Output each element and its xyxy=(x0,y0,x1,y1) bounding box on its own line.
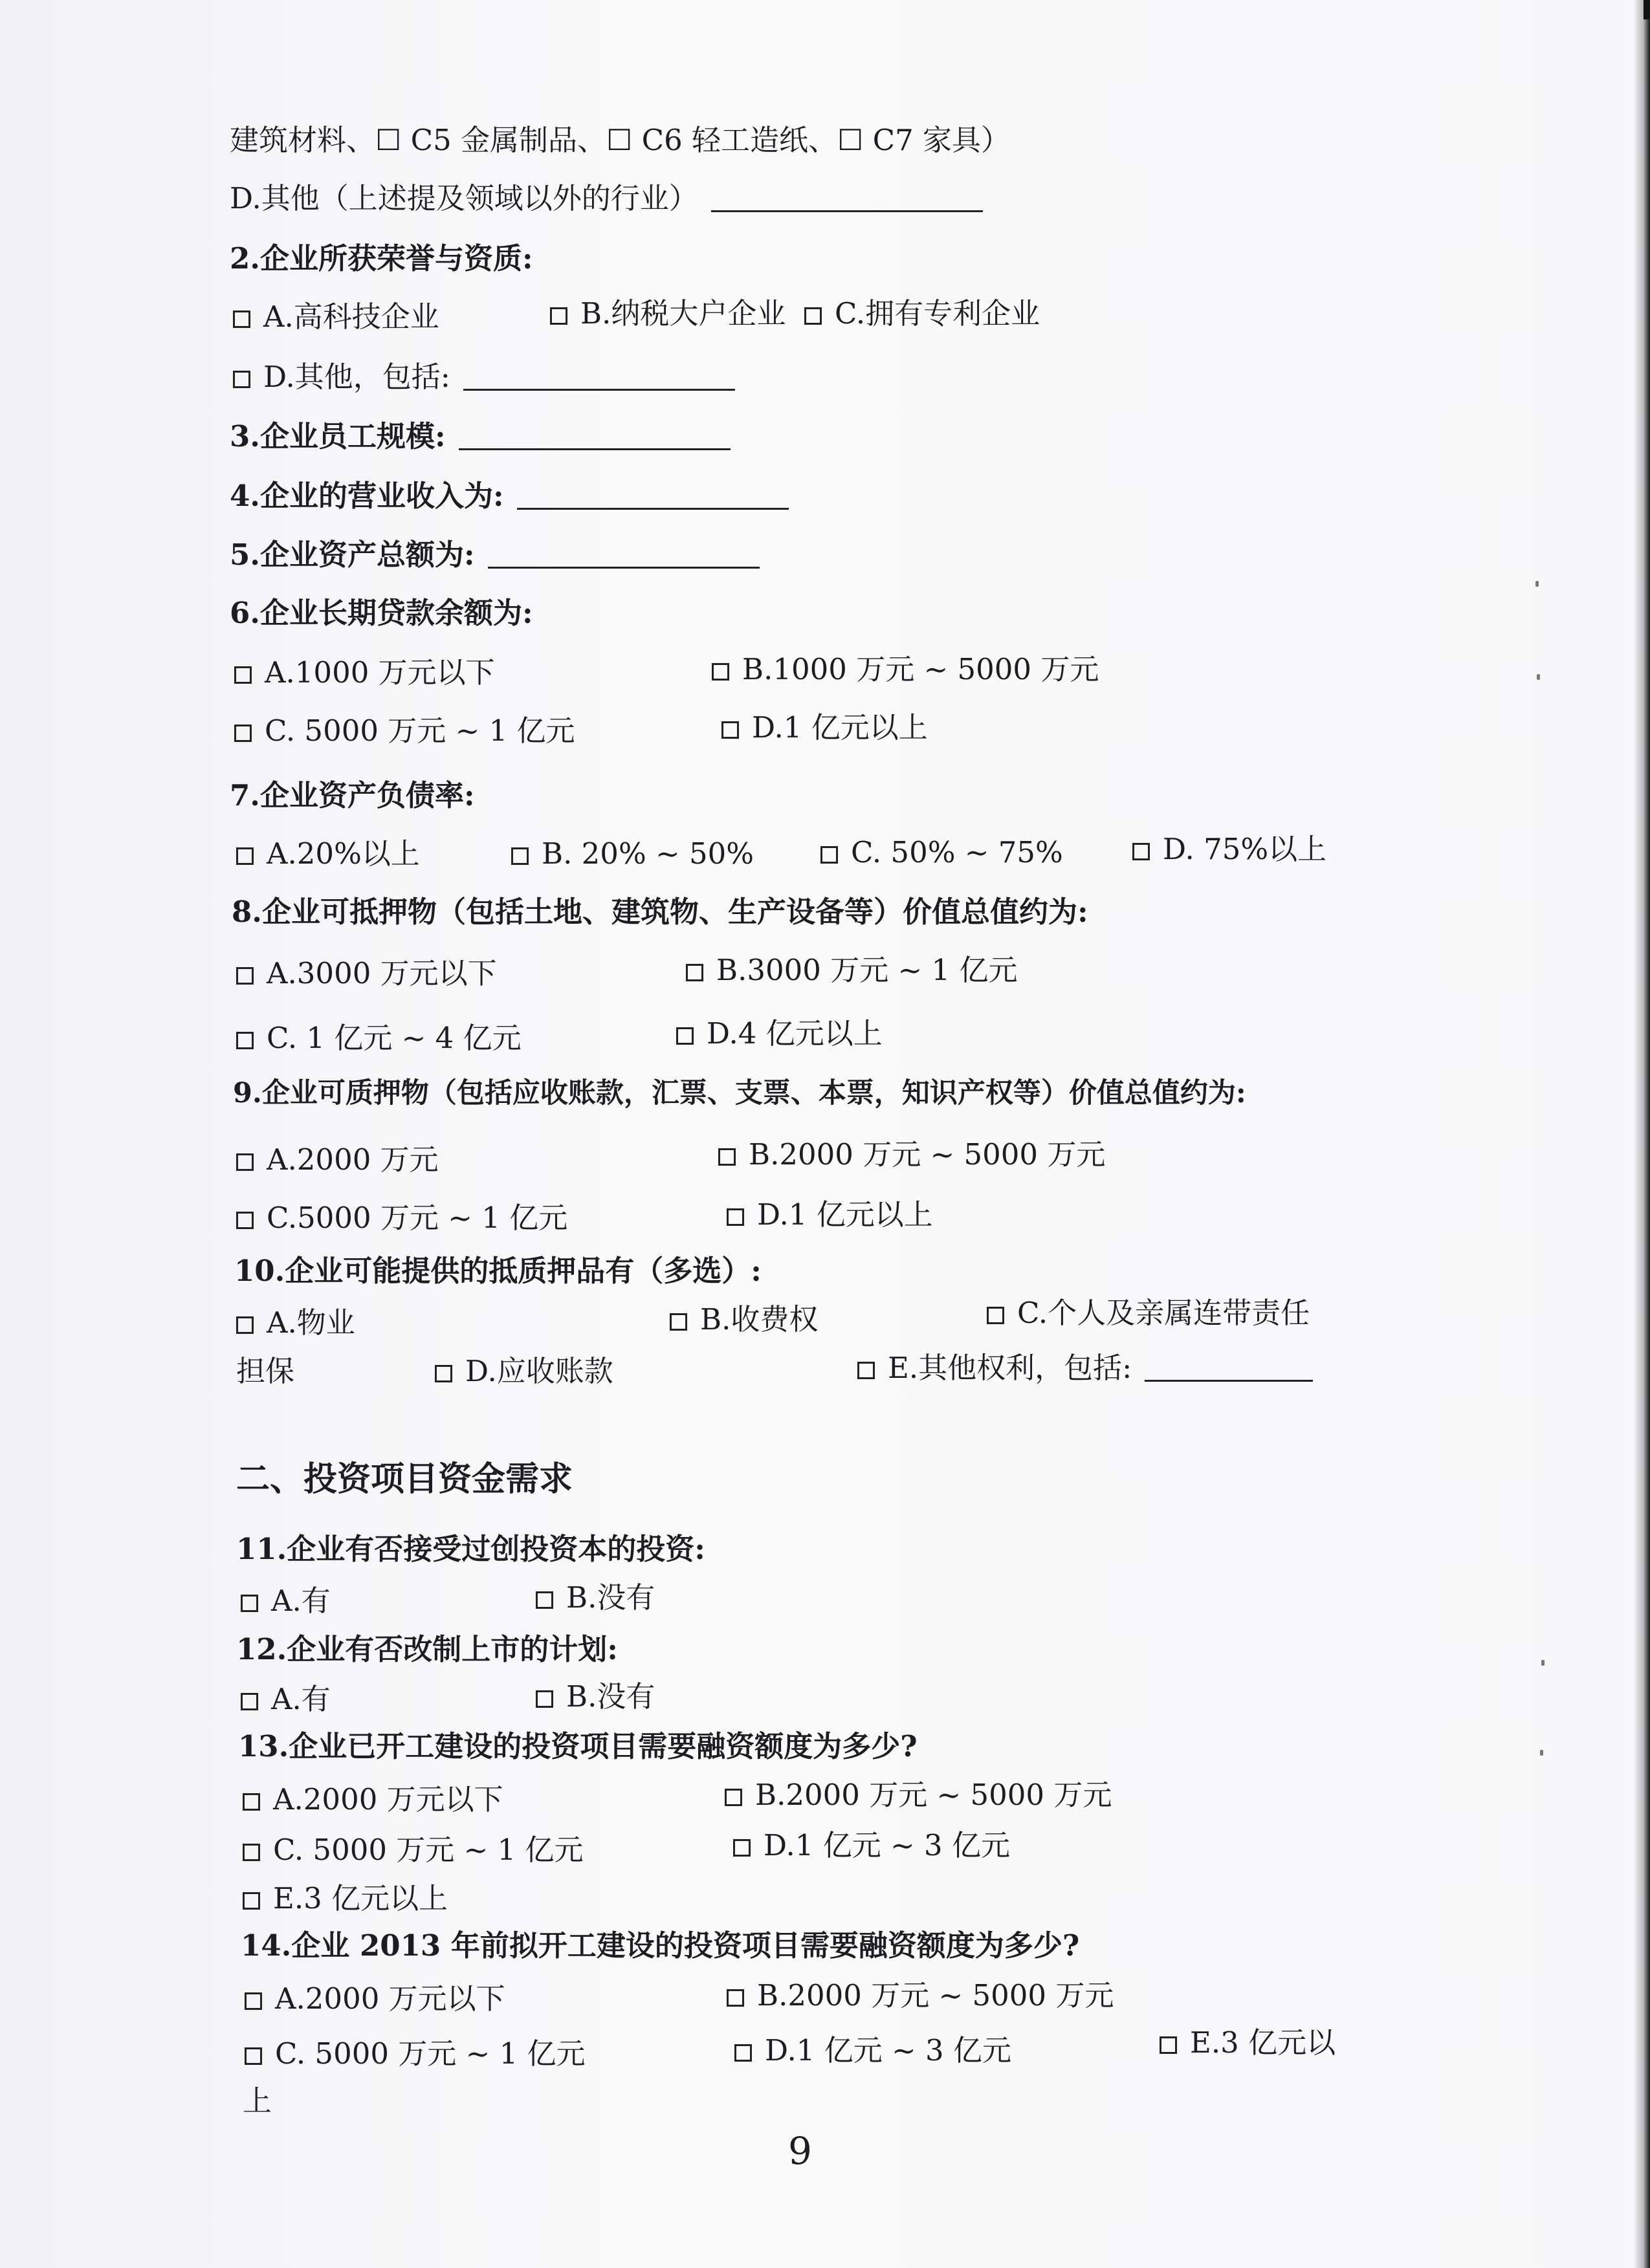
q2-option-b-label: B.纳税大户企业 xyxy=(580,296,786,331)
q6-option-d[interactable] xyxy=(721,708,928,747)
q2-option-d[interactable] xyxy=(233,358,735,397)
checkbox[interactable] xyxy=(712,663,729,681)
q6-option-b[interactable] xyxy=(712,650,1099,689)
other-industry-line xyxy=(230,179,983,218)
checkbox[interactable] xyxy=(233,371,250,388)
q14-option-a-label: A.2000 万元以下 xyxy=(275,1981,505,2016)
q6-option-b-label: B.1000 万元 ~ 5000 万元 xyxy=(742,652,1099,686)
q2-option-c-label: C.拥有专利企业 xyxy=(835,296,1040,331)
q7-option-d[interactable] xyxy=(1132,830,1326,869)
q7-option-b-label: B. 20% ~ 50% xyxy=(542,836,754,871)
q10-option-b-label: B.收费权 xyxy=(700,1302,819,1336)
q14-option-b[interactable] xyxy=(727,1976,1114,2015)
q7-option-b[interactable] xyxy=(511,834,754,873)
q10-option-d[interactable] xyxy=(435,1352,613,1391)
checkbox[interactable] xyxy=(241,1693,258,1710)
q10-option-b[interactable] xyxy=(670,1300,818,1339)
scan-speck xyxy=(1537,674,1540,680)
q14-option-d-label: D.1 亿元 ~ 3 亿元 xyxy=(765,2033,1011,2067)
question-2-title: 2.企业所获荣誉与资质: xyxy=(230,241,533,276)
q4-blank[interactable] xyxy=(517,485,789,510)
q14-option-a[interactable] xyxy=(245,1979,505,2018)
q14-option-e-label: E.3 亿元以 xyxy=(1190,2025,1336,2060)
section-2-heading: 二、投资项目资金需求 xyxy=(236,1460,573,1499)
q9-option-b[interactable] xyxy=(718,1135,1105,1174)
q8-option-c-label: C. 1 亿元 ~ 4 亿元 xyxy=(267,1021,522,1055)
q13-option-a-label: A.2000 万元以下 xyxy=(273,1782,503,1816)
q2-option-c[interactable] xyxy=(804,294,1040,333)
q14-option-c-label: C. 5000 万元 ~ 1 亿元 xyxy=(275,2036,586,2071)
q8-option-a[interactable] xyxy=(236,954,497,993)
checkbox[interactable] xyxy=(233,311,250,328)
checkbox[interactable] xyxy=(236,1032,254,1049)
q10-option-c-label: C.个人及亲属连带责任 xyxy=(1017,1296,1310,1330)
scan-speck xyxy=(1540,1750,1543,1756)
q10-option-d-label: D.应收账款 xyxy=(465,1354,613,1388)
checkbox[interactable] xyxy=(234,666,252,684)
checkbox[interactable] xyxy=(243,1892,260,1910)
question-9-title: 9.企业可质押物（包括应收账款，汇票、支票、本票，知识产权等）价值总值约为: xyxy=(233,1077,1246,1109)
checkbox[interactable] xyxy=(236,1153,254,1171)
checkbox[interactable] xyxy=(670,1313,687,1331)
question-3-title: 3.企业员工规模: xyxy=(230,419,446,453)
checkbox[interactable] xyxy=(243,1844,260,1861)
checkbox[interactable] xyxy=(734,2044,752,2062)
q2-option-a[interactable] xyxy=(233,298,439,336)
q8-option-d[interactable] xyxy=(676,1014,883,1053)
q10-option-c-continued: 担保 xyxy=(236,1354,295,1388)
question-14-title: 14.企业 2013 年前拟开工建设的投资项目需要融资额度为多少? xyxy=(241,1928,1080,1963)
q13-option-c-label: C. 5000 万元 ~ 1 亿元 xyxy=(273,1833,584,1867)
industry-list-continued: 建筑材料、☐ C5 金属制品、☐ C6 轻工造纸、☐ C7 家具） xyxy=(230,123,1011,157)
q13-option-b[interactable] xyxy=(725,1776,1112,1815)
checkbox[interactable] xyxy=(1132,843,1150,860)
q13-option-e[interactable] xyxy=(243,1879,448,1918)
q9-option-a[interactable] xyxy=(236,1140,439,1179)
checkbox[interactable] xyxy=(243,1793,260,1811)
q14-option-e-continued: 上 xyxy=(243,2084,272,2118)
question-5-title: 5.企业资产总额为: xyxy=(230,538,475,572)
checkbox[interactable] xyxy=(727,1989,744,2007)
question-12-title: 12.企业有否改制上市的计划: xyxy=(236,1632,618,1666)
question-11-title: 11.企业有否接受过创投资本的投资: xyxy=(236,1532,705,1566)
q10-option-c[interactable] xyxy=(987,1294,1310,1333)
q9-option-c[interactable] xyxy=(236,1199,567,1238)
q13-option-d[interactable] xyxy=(733,1826,1010,1865)
q12-option-b[interactable] xyxy=(536,1677,655,1716)
q14-option-d[interactable] xyxy=(734,2031,1011,2070)
q9-option-a-label: A.2000 万元 xyxy=(267,1142,439,1177)
other-industry-label: D.其他（上述提及领域以外的行业） xyxy=(230,181,698,215)
q6-option-a[interactable] xyxy=(234,653,495,692)
checkbox[interactable] xyxy=(686,964,703,981)
question-13-title: 13.企业已开工建设的投资项目需要融资额度为多少? xyxy=(238,1729,918,1763)
q7-option-d-label: D. 75%以上 xyxy=(1163,832,1327,866)
q11-option-b[interactable] xyxy=(536,1578,655,1617)
checkbox[interactable] xyxy=(727,1208,744,1226)
checkbox[interactable] xyxy=(733,1839,751,1857)
page-edge-shadow xyxy=(1633,0,1650,2268)
checkbox[interactable] xyxy=(820,846,838,864)
q2-option-a-label: A.高科技企业 xyxy=(263,300,439,334)
q7-option-a-label: A.20%以上 xyxy=(267,836,420,871)
q7-option-c-label: C. 50% ~ 75% xyxy=(851,835,1063,869)
checkbox[interactable] xyxy=(241,1595,258,1612)
q10-option-a-label: A.物业 xyxy=(267,1305,355,1340)
checkbox[interactable] xyxy=(236,1212,254,1229)
q12-option-b-label: B.没有 xyxy=(566,1679,655,1714)
checkbox[interactable] xyxy=(550,307,567,325)
question-4 xyxy=(230,477,789,516)
q6-option-c[interactable] xyxy=(234,712,575,750)
q6-option-a-label: A.1000 万元以下 xyxy=(265,655,495,690)
checkbox[interactable] xyxy=(721,721,739,739)
scan-speck xyxy=(1535,581,1539,587)
q14-option-c[interactable] xyxy=(245,2034,586,2073)
checkbox[interactable] xyxy=(245,1992,262,2010)
checkbox[interactable] xyxy=(234,725,252,742)
page-edge-mark xyxy=(1644,0,1650,19)
q13-option-b-label: B.2000 万元 ~ 5000 万元 xyxy=(755,1778,1112,1812)
q6-option-d-label: D.1 亿元以上 xyxy=(752,710,928,745)
q13-option-a[interactable] xyxy=(243,1780,503,1819)
q13-option-e-label: E.3 亿元以上 xyxy=(273,1881,448,1915)
q8-option-c[interactable] xyxy=(236,1019,522,1058)
q6-option-c-label: C. 5000 万元 ~ 1 亿元 xyxy=(265,714,575,748)
checkbox[interactable] xyxy=(1160,2036,1177,2054)
question-6-title: 6.企业长期贷款余额为: xyxy=(230,596,533,630)
q12-option-a[interactable] xyxy=(241,1680,331,1719)
checkbox[interactable] xyxy=(536,1591,553,1609)
q7-option-c[interactable] xyxy=(820,833,1063,872)
checkbox[interactable] xyxy=(236,967,254,985)
page-number: 9 xyxy=(788,2129,812,2173)
q11-option-b-label: B.没有 xyxy=(566,1580,655,1615)
q9-option-b-label: B.2000 万元 ~ 5000 万元 xyxy=(749,1137,1106,1172)
question-7-title: 7.企业资产负债率: xyxy=(230,778,475,812)
checkbox[interactable] xyxy=(676,1027,694,1045)
question-3 xyxy=(230,417,731,456)
q13-option-d-label: D.1 亿元 ~ 3 亿元 xyxy=(764,1828,1010,1862)
other-industry-blank[interactable] xyxy=(711,187,983,212)
q11-option-a-label: A.有 xyxy=(271,1584,331,1618)
checkbox[interactable] xyxy=(857,1362,875,1379)
q9-option-d[interactable] xyxy=(727,1195,933,1234)
q5-blank[interactable] xyxy=(488,543,760,569)
q9-option-d-label: D.1 亿元以上 xyxy=(757,1197,933,1232)
q11-option-a[interactable] xyxy=(241,1582,331,1620)
q8-option-b-label: B.3000 万元 ~ 1 亿元 xyxy=(716,953,1018,987)
question-4-title: 4.企业的营业收入为: xyxy=(230,479,504,513)
q10-option-a[interactable] xyxy=(236,1303,355,1342)
q7-option-a[interactable] xyxy=(236,834,420,873)
q2-option-b[interactable] xyxy=(550,294,786,333)
q14-option-b-label: B.2000 万元 ~ 5000 万元 xyxy=(757,1978,1114,2012)
checkbox[interactable] xyxy=(435,1365,452,1382)
q9-option-c-label: C.5000 万元 ~ 1 亿元 xyxy=(267,1201,568,1235)
checkbox[interactable] xyxy=(245,2047,262,2065)
checkbox[interactable] xyxy=(987,1307,1004,1324)
q12-option-a-label: A.有 xyxy=(271,1682,331,1716)
checkbox[interactable] xyxy=(236,1316,254,1334)
q10-option-e-label: E.其他权利，包括: xyxy=(888,1351,1132,1385)
checkbox[interactable] xyxy=(236,847,254,865)
checkbox[interactable] xyxy=(511,847,529,865)
question-8-title: 8.企业可抵押物（包括土地、建筑物、生产设备等）价值总值约为: xyxy=(232,895,1088,929)
q3-blank[interactable] xyxy=(459,425,731,450)
question-5 xyxy=(230,536,760,574)
checkbox[interactable] xyxy=(718,1148,736,1166)
checkbox[interactable] xyxy=(536,1690,553,1708)
q13-option-c[interactable] xyxy=(243,1831,584,1870)
q8-option-d-label: D.4 亿元以上 xyxy=(707,1016,883,1051)
q2-option-d-label: D.其他，包括: xyxy=(263,360,450,394)
q8-option-a-label: A.3000 万元以下 xyxy=(267,956,497,990)
q10-option-e[interactable] xyxy=(857,1349,1313,1388)
checkbox[interactable] xyxy=(725,1789,742,1806)
q10-other-blank[interactable] xyxy=(1145,1357,1313,1382)
scan-speck xyxy=(1541,1660,1545,1666)
checkbox[interactable] xyxy=(804,307,822,325)
q8-option-b[interactable] xyxy=(686,951,1017,990)
q14-option-e[interactable] xyxy=(1160,2023,1336,2062)
question-10-title: 10.企业可能提供的抵质押品有（多选）: xyxy=(234,1254,762,1288)
q2-other-blank[interactable] xyxy=(463,365,735,391)
